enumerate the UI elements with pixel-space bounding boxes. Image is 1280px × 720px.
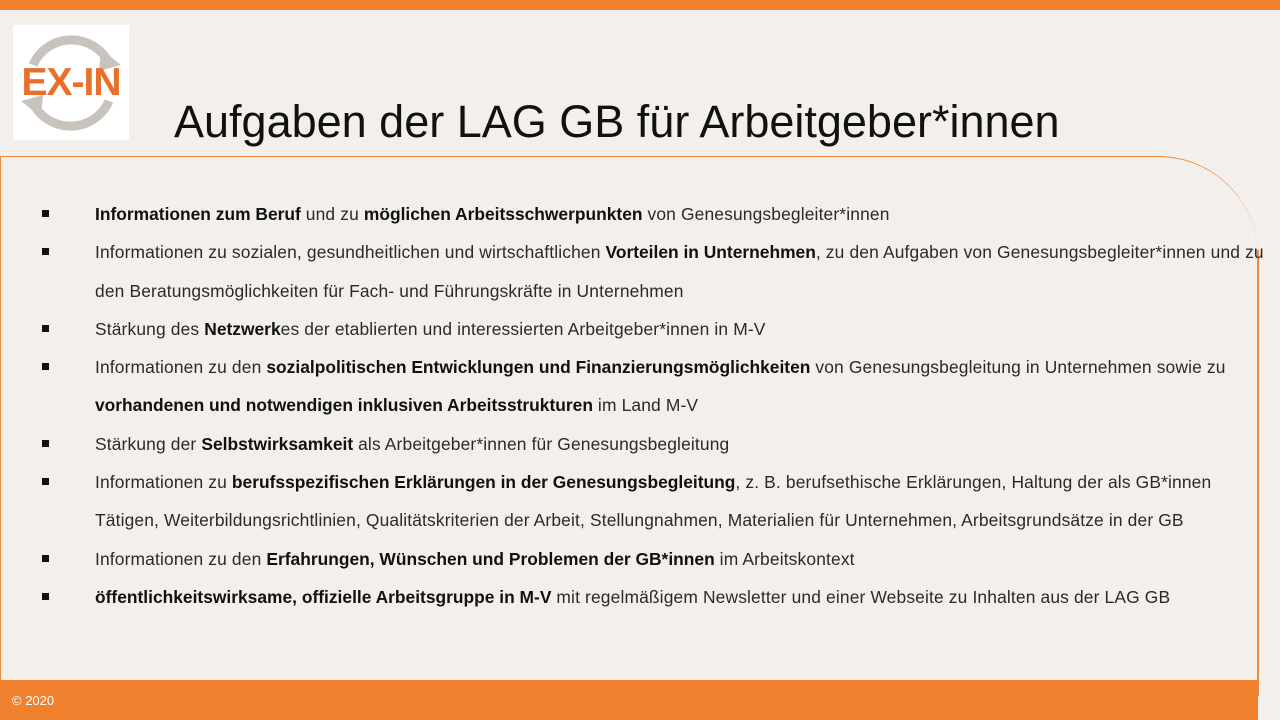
bullet-item-bold-text: Vorteilen in Unternehmen [605, 242, 816, 263]
bullet-item-text: Informationen zu den [95, 357, 267, 378]
bullet-item-text: im Arbeitskontext [714, 548, 855, 569]
bullet-item [0, 463, 1270, 540]
bullet-item-text: im Land M-V [592, 395, 699, 416]
bullet-item-text: , z. B. berufsethische Erklärungen, Haltung der als GB*innen Tätigen, Weiterbildungsrichtlinien, Qualitätskriterien der Arbeit, Stellungnahmen, Materialien für Unternehmen, Arbeitsgrundsätze in der GB [95, 472, 1212, 531]
bullet-item-bold-text: berufsspezifischen Erklärungen in der Genesungsbegleitung [231, 472, 736, 493]
bullet-item-text: als Arbeitgeber*innen für Genesungsbegleitung [353, 433, 730, 454]
bullet-item-bold-text: sozialpolitischen Entwicklungen und Finanzierungsmöglichkeiten [266, 357, 811, 378]
bullet-item-text: von Genesungsbegleiter*innen [642, 204, 890, 224]
bullet-square-icon [42, 555, 49, 562]
bullet-square-icon [42, 593, 49, 600]
ex-in-logo [13, 25, 129, 140]
bullet-item-bold-text: öffentlichkeitswirksame, offizielle Arbeitsgruppe in M-V [95, 586, 552, 607]
bullet-item-bold-text: Netzwerk [204, 318, 281, 339]
bullet-item-bold-text: vorhandenen und notwendigen inklusiven Arbeitsstrukturen [95, 395, 593, 416]
slide-title: Aufgaben der LAG GB für Arbeitgeber*innen [174, 96, 1060, 147]
bullet-item-text: und zu [300, 204, 364, 224]
bullet-item [0, 578, 1270, 616]
bullet-item-text: von Genesungsbegleitung in Unternehmen sowie zu [810, 357, 1226, 378]
bullet-item-bold-text: Selbstwirksamkeit [201, 433, 354, 454]
bullet-item-text: Informationen zu sozialen, gesundheitlichen und wirtschaftlichen [95, 242, 606, 263]
bullet-square-icon [42, 210, 49, 217]
bullet-item-text: mit regelmäßigem Newsletter und einer Webseite zu Inhalten aus der LAG GB [551, 586, 1171, 607]
top-accent-bar [0, 0, 1280, 10]
bullet-item [0, 195, 1270, 233]
footer-copyright: © 2020 [12, 693, 55, 708]
bullet-item-bold-text: Erfahrungen, Wünschen und Problemen der GB*innen [266, 548, 715, 569]
bullet-square-icon [42, 248, 49, 255]
bullet-item-bold-text: Informationen zum Beruf [95, 204, 301, 224]
bullet-item-text: Stärkung der [95, 433, 202, 454]
bullet-item [0, 540, 1270, 578]
bullet-item [0, 233, 1270, 310]
bullet-square-icon [42, 440, 49, 447]
bullet-item [0, 310, 1270, 348]
bullet-item-text: Stärkung des [95, 318, 205, 339]
bullet-item-text: Informationen zu [95, 472, 232, 493]
bullet-square-icon [42, 478, 49, 485]
bullet-item-text: , zu den Aufgaben von Genesungsbegleiter*innen und zu den Beratungsmöglichkeiten für Fach- und Führungskräfte in Unternehmen [95, 242, 1264, 301]
bullet-item-bold-text: möglichen Arbeitsschwerpunkten [363, 204, 643, 224]
footer-bar [0, 680, 1258, 720]
bullet-item [0, 425, 1270, 463]
bullet-square-icon [42, 363, 49, 370]
bullet-item [0, 348, 1270, 425]
bullet-square-icon [42, 325, 49, 332]
bullet-item-text: Informationen zu den [95, 548, 267, 569]
logo-text: EX-IN [21, 61, 121, 104]
bullet-list [0, 195, 1270, 616]
bullet-item-text: es der etablierten und interessierten Arbeitgeber*innen in M-V [280, 318, 766, 339]
